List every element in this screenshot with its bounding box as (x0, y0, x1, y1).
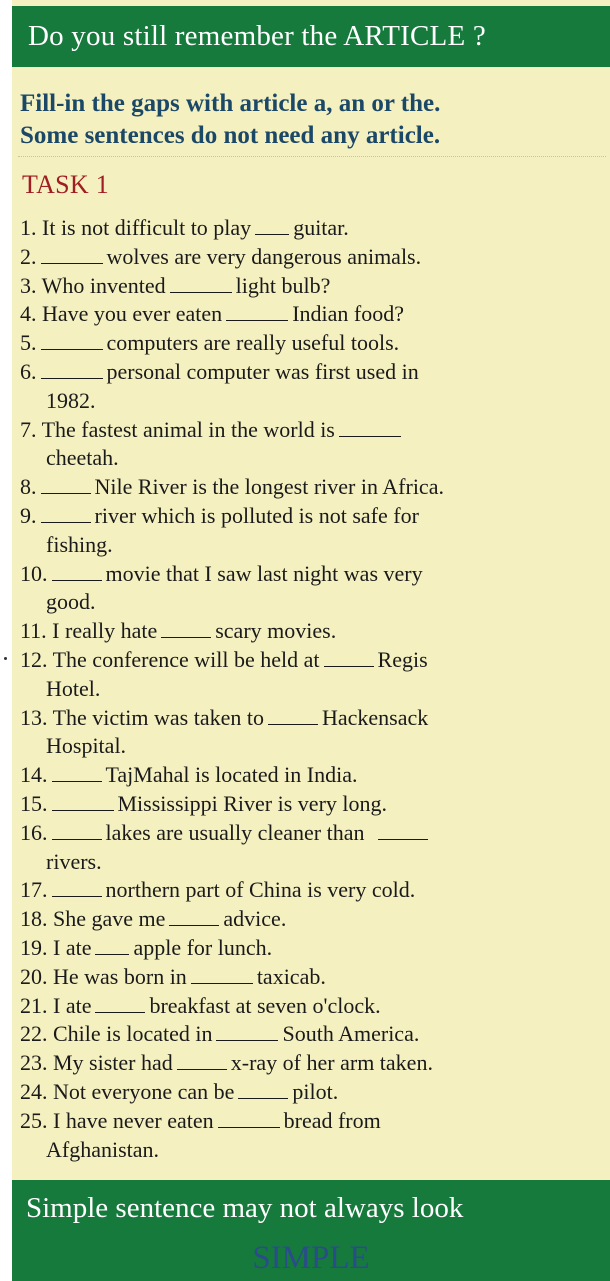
question-text-after: Nile River is the longest river in Africa. (94, 474, 444, 500)
question-text-after: breakfast at seven o'clock. (149, 992, 381, 1018)
question-item (20, 358, 600, 387)
question-text-before: 13. The victim was taken to (20, 704, 264, 730)
question-continuation: Hospital. (46, 733, 127, 759)
question-item (20, 790, 600, 819)
question-continuation: fishing. (46, 531, 113, 557)
answer-blank[interactable] (95, 995, 145, 1013)
margin-mark (4, 657, 7, 660)
question-item (20, 300, 600, 329)
header-title: Do you still remember the ARTICLE ? (28, 20, 486, 52)
answer-blank[interactable] (161, 620, 211, 638)
answer-blank[interactable] (52, 822, 102, 840)
question-text-before: 25. I have never eaten (20, 1107, 214, 1133)
question-text-before: 11. I really hate (20, 618, 158, 644)
answer-blank[interactable] (255, 217, 289, 235)
footer-line-2: SIMPLE (252, 1240, 370, 1276)
answer-blank[interactable] (339, 419, 401, 437)
question-text-before: 3. Who invented (20, 272, 166, 298)
answer-blank[interactable] (41, 332, 103, 350)
question-item (20, 1107, 600, 1136)
answer-blank[interactable] (52, 879, 102, 897)
question-text-before: 18. She gave me (20, 906, 166, 932)
question-item (20, 473, 600, 502)
question-text-before: 21. I ate (20, 992, 92, 1018)
question-continuation: rivers. (46, 848, 102, 874)
question-text-before: 19. I ate (20, 934, 92, 960)
question-item (20, 1020, 600, 1049)
left-margin-strip (0, 0, 12, 1281)
dotted-divider (18, 156, 606, 157)
answer-blank[interactable] (41, 505, 91, 523)
question-text-before: 2. (20, 243, 37, 269)
question-item (20, 992, 600, 1021)
question-item (20, 617, 600, 646)
question-text-before: 1. It is not difficult to play (20, 215, 252, 240)
question-item (20, 214, 600, 243)
question-text-after: pilot. (292, 1078, 339, 1104)
answer-blank[interactable] (378, 822, 428, 840)
task-title: TASK 1 (22, 170, 110, 199)
question-text-after: Regis (377, 646, 428, 672)
question-text-before: 16. (20, 819, 48, 845)
question-text-after: Hackensack (322, 704, 429, 730)
answer-blank[interactable] (41, 476, 91, 494)
question-item (20, 272, 600, 301)
instructions (20, 88, 605, 152)
question-text-before: 10. (20, 560, 48, 586)
answer-blank[interactable] (238, 1081, 288, 1099)
question-item (20, 502, 600, 531)
answer-blank[interactable] (170, 275, 232, 293)
question-item (20, 761, 600, 790)
question-item (20, 704, 600, 733)
footer-line-1: Simple sentence may not always look (26, 1192, 464, 1224)
footer-banner (12, 1180, 610, 1281)
question-continuation: Afghanistan. (46, 1136, 160, 1162)
question-text-after: personal computer was first used in (106, 358, 419, 384)
question-item (20, 646, 600, 675)
question-text-before: 24. Not everyone can be (20, 1078, 235, 1104)
question-text-after: wolves are very dangerous animals. (106, 243, 422, 269)
question-text-after: apple for lunch. (133, 934, 273, 960)
question-text-before: 5. (20, 330, 37, 356)
question-text-before: 22. Chile is located in (20, 1021, 213, 1047)
question-text-before: 23. My sister had (20, 1050, 173, 1076)
question-item (20, 876, 600, 905)
question-text-after: TajMahal is located in India. (105, 762, 358, 788)
question-text-before: 14. (20, 762, 48, 788)
question-item (20, 416, 600, 445)
question-text-after: South America. (282, 1021, 420, 1047)
question-continuation: good. (46, 589, 96, 615)
answer-blank[interactable] (95, 937, 129, 955)
question-text-after: lakes are usually cleaner than (105, 819, 365, 845)
question-continuation: Hotel. (46, 675, 101, 701)
question-text-before: 12. The conference will be held at (20, 646, 320, 672)
question-text-after: movie that I saw last night was very (105, 560, 423, 586)
question-item (20, 329, 600, 358)
question-text-after: light bulb? (235, 272, 331, 298)
question-text-after: bread from (283, 1107, 381, 1133)
question-text-after: advice. (223, 906, 287, 932)
question-continuation: 1982. (46, 387, 96, 413)
header-banner (12, 6, 610, 67)
answer-blank[interactable] (52, 793, 114, 811)
question-text-after: taxicab. (256, 963, 326, 989)
question-text-before: 17. (20, 877, 48, 903)
question-item (20, 560, 600, 589)
question-text-after: river which is polluted is not safe for (94, 502, 419, 528)
question-item (20, 905, 600, 934)
question-text-after: scary movies. (215, 618, 337, 644)
answer-blank[interactable] (52, 563, 102, 581)
question-text-after: x-ray of her arm taken. (230, 1050, 433, 1076)
question-text-before: 4. Have you ever eaten (20, 301, 223, 327)
question-text-after: Mississippi River is very long. (117, 790, 388, 816)
answer-blank[interactable] (226, 303, 288, 321)
question-item (20, 1049, 600, 1078)
question-continuation: cheetah. (46, 445, 119, 471)
question-item (20, 819, 600, 848)
instruction-line-2: Some sentences do not need any article. (20, 122, 441, 149)
answer-blank[interactable] (268, 707, 318, 725)
answer-blank[interactable] (52, 764, 102, 782)
question-item (20, 963, 600, 992)
question-text-before: 8. (20, 474, 37, 500)
answer-blank[interactable] (41, 246, 103, 264)
question-list (20, 214, 600, 1164)
question-text-before: 20. He was born in (20, 963, 187, 989)
answer-blank[interactable] (218, 1110, 280, 1128)
instruction-line-1: Fill-in the gaps with article a, an or the. (20, 90, 441, 117)
answer-blank[interactable] (177, 1052, 227, 1070)
question-item (20, 1078, 600, 1107)
question-text-after: guitar. (293, 215, 349, 240)
question-item (20, 934, 600, 963)
answer-blank[interactable] (216, 1023, 278, 1041)
answer-blank[interactable] (191, 966, 253, 984)
question-text-before: 15. (20, 790, 48, 816)
answer-blank[interactable] (324, 649, 374, 667)
question-text-after: computers are really useful tools. (106, 330, 400, 356)
answer-blank[interactable] (169, 908, 219, 926)
question-item (20, 243, 600, 272)
question-text-before: 9. (20, 502, 37, 528)
question-text-before: 6. (20, 358, 37, 384)
question-text-before: 7. The fastest animal in the world is (20, 416, 335, 442)
question-text-after: Indian food? (292, 301, 404, 327)
question-text-after: northern part of China is very cold. (105, 877, 416, 903)
answer-blank[interactable] (41, 361, 103, 379)
